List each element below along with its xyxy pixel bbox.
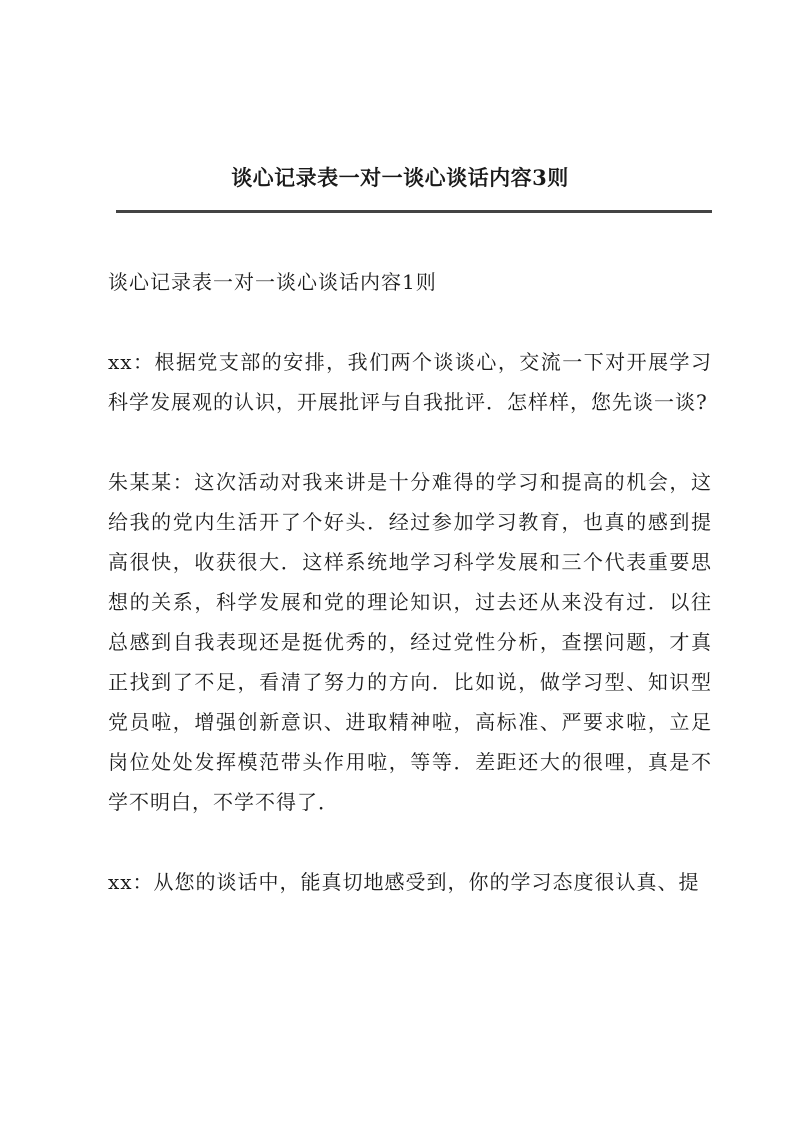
paragraph-2: 朱某某：这次活动对我来讲是十分难得的学习和提高的机会，这给我的党内生活开了个好头．经过参加学习教育，也真的感到提高很快，收获很大．这样系统地学习科学发展和三个代表重要思想的关系，科学发展和党的理论知识，过去还从来没有过．以往总感到自我表现还是挺优秀的，经过党性分析，查摆问题，才真正找到了不足，看清了努力的方向．比如说，做学习型、知识型党员啦，增强创新意识、进取精神啦，高标准、严要求啦，立足岗位处处发挥模范带头作用啦，等等．差距还大的很哩，真是不学不明白，不学不得了．: [108, 470, 712, 814]
title-divider: [116, 210, 712, 213]
document-title: 谈心记录表一对一谈心谈话内容3则: [231, 165, 569, 190]
paragraph-3: xx：从您的谈话中，能真切地感受到，你的学习态度很认真、提: [108, 870, 700, 894]
section-heading: 谈心记录表一对一谈心谈话内容1则: [108, 270, 437, 294]
document-body: [108, 262, 712, 942]
paragraph-1: xx：根据党支部的安排，我们两个谈谈心，交流一下对开展学习科学发展观的认识，开展批评与自我批评．怎样样，您先谈一谈?: [108, 350, 712, 414]
